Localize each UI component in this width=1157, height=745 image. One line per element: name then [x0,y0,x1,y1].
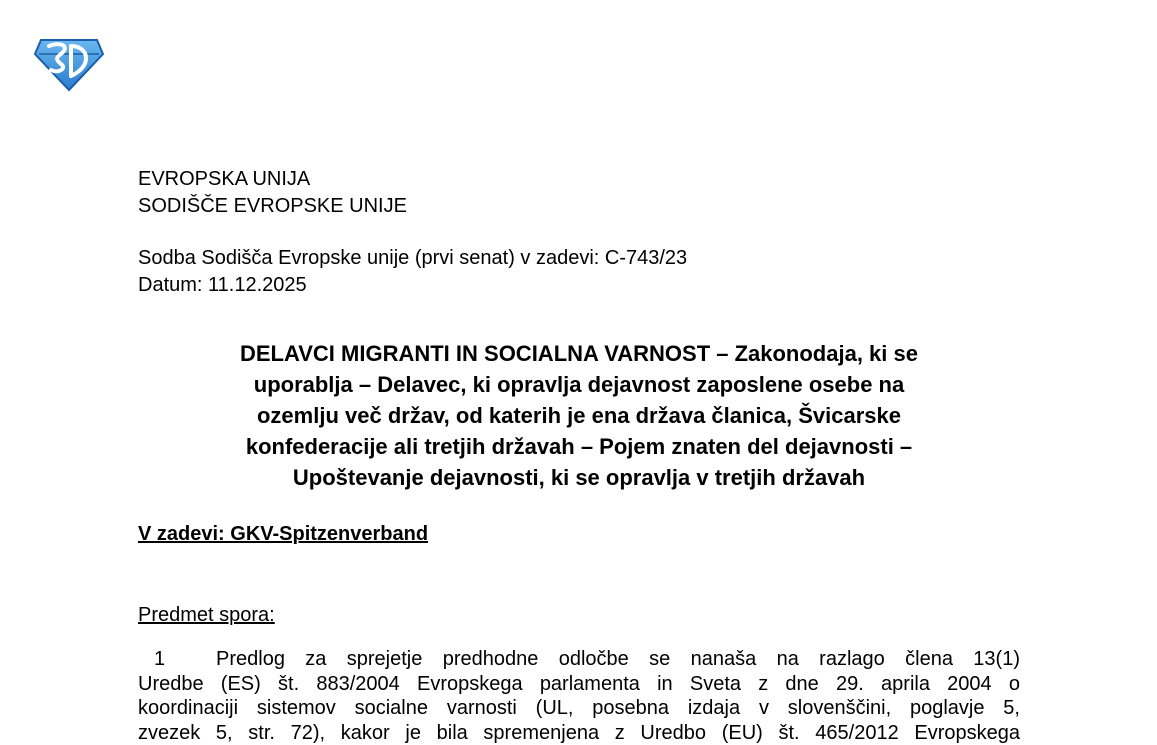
summary-line: uporablja – Delavec, ki opravlja dejavnost zaposlene osebe na [138,369,1020,400]
court-header [138,166,407,220]
case-judgment: Sodba Sodišča Evropske unije (prvi senat) v zadevi: C-743/23 [138,245,687,272]
summary-line: Upoštevanje dejavnosti, ki se opravlja v tretjih državah [138,462,1020,493]
paragraph-line: zvezek 5, str. 72), kakor je bila spremenjena z Uredbo (EU) št. 465/2012 Evropskega [138,721,1020,745]
header-court: SODIŠČE EVROPSKE UNIJE [138,193,407,220]
paragraph-line: koordinaciji sistemov socialne varnosti (UL, posebna izdaja v slovenščini, poglavje 5, [138,696,1020,721]
case-info [138,245,687,299]
paragraph-line-text: Predlog za sprejetje predhodne odločbe se nanaša na razlago člena 13(1) [216,648,1020,670]
summary-line: DELAVCI MIGRANTI IN SOCIALNA VARNOST – Zakonodaja, ki se [138,338,1020,369]
paragraph-number: 1 [138,647,216,672]
header-union: EVROPSKA UNIJA [138,166,407,193]
paragraph-line [138,647,1020,672]
court-shield-logo-icon [33,36,105,92]
case-date: Datum: 11.12.2025 [138,272,687,299]
paragraph-line: Uredbe (ES) št. 883/2004 Evropskega parlamenta in Sveta z dne 29. aprila 2004 o [138,672,1020,697]
summary-line: konfederacije ali tretjih državah – Pojem znaten del dejavnosti – [138,431,1020,462]
subject-paragraph [138,647,1020,745]
case-summary [138,338,1020,493]
case-parties: V zadevi: GKV-Spitzenverband [138,521,428,548]
summary-line: ozemlju več držav, od katerih je ena država članica, Švicarske [138,400,1020,431]
subject-heading: Predmet spora: [138,602,275,629]
